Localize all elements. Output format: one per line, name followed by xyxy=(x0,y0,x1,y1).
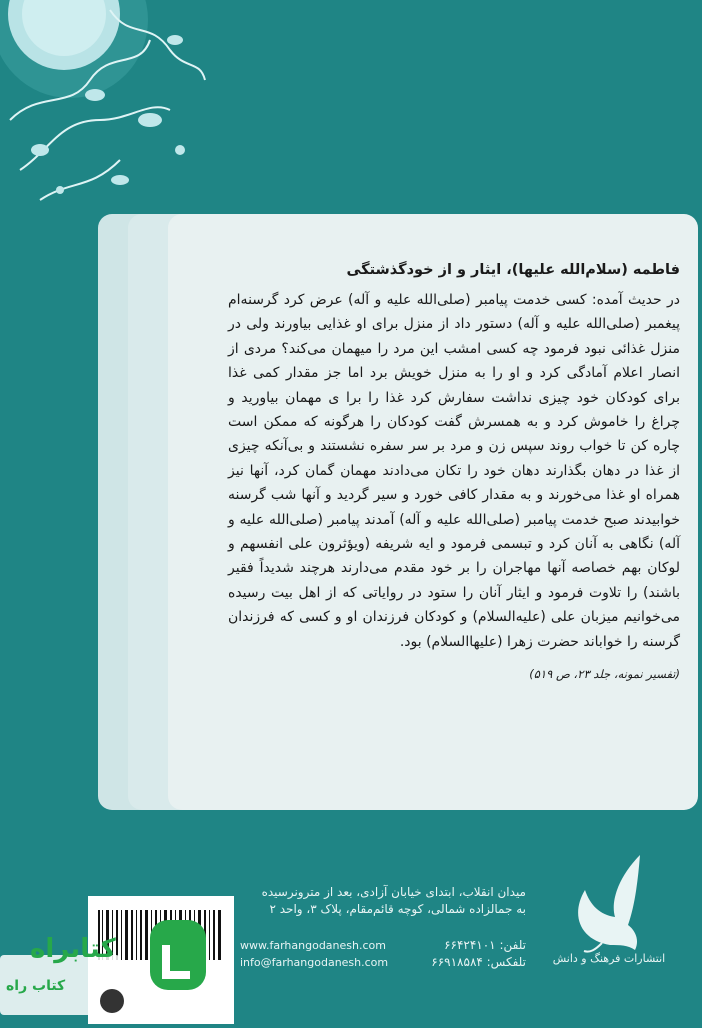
stamp-text-small: کتاب راه xyxy=(6,978,66,994)
ketabrah-stamp xyxy=(0,915,210,1024)
article-citation: (تفسیر نمونه، جلد ۲۳، ص ۵۱۹) xyxy=(529,667,680,682)
website-link: www.farhangodanesh.com xyxy=(240,939,386,952)
fax-number: تلفکس: ۶۶۹۱۸۵۸۴ xyxy=(431,955,526,969)
phone-number: تلفن: ۶۶۴۲۴۱۰۱ xyxy=(444,938,526,952)
article-body: در حدیث آمده: کسی خدمت پیامبر (صلی‌الله علیه و آله) عرض کرد گرسنه‌ام پیغمبر (صلی‌الله علیه و آله) دستور داد از منزل برای او غذایی بیاورند ولی در منزل غذائی نبود فرمود چه کسی امشب این مرد را میهمان می‌کند؟ مردی از انصار اعلام آمادگی کرد و او را به منزل خویش برد اما جز مقدار کمی غذا برای کودکان خود چیزی نداشت سفارش کرد غذا را برا ی مهمان بیاورید و چراغ را خاموش کرد و به همسرش گفت کودکان را هرگونه که ممکن است چاره کن تا خواب روند سپس زن و مرد بر سر سفره نشستند و بی‌آنکه چیزی از غذا در دهان بگذارند دهان خود را تکان می‌دادند مهمان گمان کرد، آنها نیز همراه او غذا می‌خورند و به مقدار کافی خورد و سیر گردید و آنها شب گرسنه خوابیدند صبح خدمت پیامبر (صلی‌الله علیه و آله) آمدند پیامبر (صلی‌الله علیه و آله) نگاهی به آنان کرد و تبسمی فرمود و ایه شریفه (ویؤثرون علی انفسهم و لوکان بهم خصاصه آنها مهاجران را بر خود مقدم می‌دارند هرچند شدیداً فقیر باشند) را تلاوت فرمود و ایثار آنان را ستود در روایاتی که از اهل بیت رسیده می‌خوانیم میزبان علی (علیه‌السلام) و کودکان فرزندان او و کسی که فرزندان گرسنه را خواباند حضرت زهرا (علیهاالسلام) بود. xyxy=(228,292,680,650)
article-title: فاطمه (سلام‌الله علیها)، ایثار و از خودگذشتگی xyxy=(346,262,680,278)
email-link: info@farhangodanesh.com xyxy=(240,956,389,969)
publisher-address xyxy=(240,884,526,918)
stamp-text: کتابراه xyxy=(30,934,116,964)
address-line-1: میدان انقلاب، ابتدای خیابان آزادی، بعد از مترونرسیده xyxy=(261,885,526,899)
floral-ornament xyxy=(0,0,210,215)
publisher-contact xyxy=(420,937,526,971)
publisher-web xyxy=(240,937,410,971)
publisher-name: انتشارات فرهنگ و دانش xyxy=(552,952,666,965)
address-line-2: به جمالزاده شمالی، کوچه قائم‌مقام، پلاک ۳، واحد ۲ xyxy=(269,902,526,916)
article xyxy=(228,258,680,682)
